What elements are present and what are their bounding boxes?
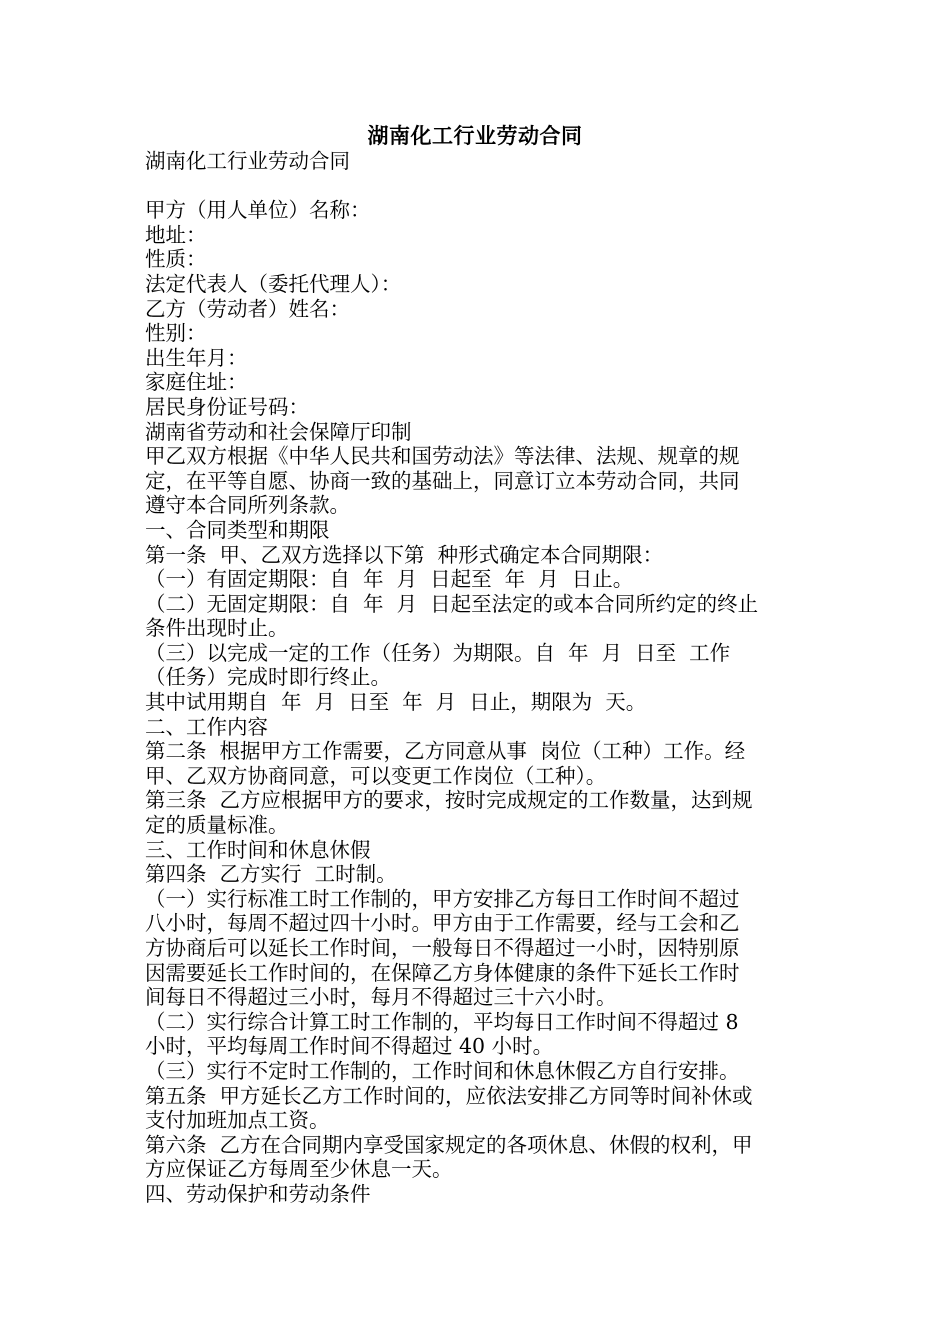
text-line: （二）无固定期限：自 年 月 日起至法定的或本合同所约定的终止 xyxy=(145,591,759,616)
text-line: 湖南省劳动和社会保障厅印制 xyxy=(145,419,412,444)
text-line: 定，在平等自愿、协商一致的基础上，同意订立本劳动合同，共同 xyxy=(145,468,740,493)
text-line: 间每日不得超过三小时，每月不得超过三十六小时。 xyxy=(145,985,617,1010)
text-line: 性质： xyxy=(145,247,207,272)
text-line: 四、劳动保护和劳动条件 xyxy=(145,1181,371,1206)
text-line: 八小时，每周不超过四十小时。甲方由于工作需要，经与工会和乙 xyxy=(145,911,740,936)
text-line: 方应保证乙方每周至少休息一天。 xyxy=(145,1157,453,1182)
text-line: 三、工作时间和休息休假 xyxy=(145,837,371,862)
text-line: 甲、乙双方协商同意，可以变更工作岗位（工种）。 xyxy=(145,763,607,788)
text-line: （一）有固定期限：自 年 月 日起至 年 月 日止。 xyxy=(145,567,634,592)
blank-line xyxy=(145,174,810,199)
text-line: 性别： xyxy=(145,321,207,346)
text-line: 第三条 乙方应根据甲方的要求，按时完成规定的工作数量，达到规 xyxy=(145,788,753,813)
text-line: 居民身份证号码： xyxy=(145,394,309,419)
text-line: 第四条 乙方实行 工时制。 xyxy=(145,862,397,887)
text-line: （三）实行不定时工作制的，工作时间和休息休假乙方自行安排。 xyxy=(145,1058,740,1083)
text-line: （二）实行综合计算工时工作制的，平均每日工作时间不得超过 8 xyxy=(145,1009,739,1034)
text-line: 法定代表人（委托代理人）： xyxy=(145,271,402,296)
text-line: 湖南化工行业劳动合同 xyxy=(145,149,350,173)
text-line: 定的质量标准。 xyxy=(145,813,289,838)
text-line: 家庭住址： xyxy=(145,370,248,395)
text-line: （一）实行标准工时工作制的，甲方安排乙方每日工作时间不超过 xyxy=(145,886,740,911)
text-line: 支付加班加点工资。 xyxy=(145,1108,330,1133)
text-line: 出生年月： xyxy=(145,345,248,370)
text-line: 第二条 根据甲方工作需要，乙方同意从事 岗位（工种）工作。经 xyxy=(145,739,746,764)
text-line: 一、合同类型和期限 xyxy=(145,517,330,542)
text-line: 其中试用期自 年 月 日至 年 月 日止，期限为 天。 xyxy=(145,690,647,715)
text-line: 遵守本合同所列条款。 xyxy=(145,493,350,518)
text-line: 小时，平均每周工作时间不得超过 40 小时。 xyxy=(145,1034,554,1059)
text-line: 第五条 甲方延长乙方工作时间的，应依法安排乙方同等时间补休或 xyxy=(145,1083,753,1108)
text-line: 条件出现时止。 xyxy=(145,616,289,641)
text-line: 因需要延长工作时间的，在保障乙方身体健康的条件下延长工作时 xyxy=(145,960,740,985)
text-line: （任务）完成时即行终止。 xyxy=(145,665,391,690)
text-line: 二、工作内容 xyxy=(145,714,268,739)
text-line: 地址： xyxy=(145,222,207,247)
text-line: 甲乙双方根据《中华人民共和国劳动法》等法律、法规、规章的规 xyxy=(145,444,740,469)
text-line: 方协商后可以延长工作时间，一般每日不得超过一小时，因特别原 xyxy=(145,936,740,960)
text-line: 甲方（用人单位）名称： xyxy=(145,198,371,223)
text-line: 第一条 甲、乙双方选择以下第 种形式确定本合同期限： xyxy=(145,542,664,567)
document-body xyxy=(145,149,810,1207)
text-line: 第六条 乙方在合同期内享受国家规定的各项休息、休假的权利，甲 xyxy=(145,1132,753,1157)
text-line: （三）以完成一定的工作（任务）为期限。自 年 月 日至 工作 xyxy=(145,640,731,665)
text-line: 乙方（劳动者）姓名： xyxy=(145,296,350,321)
document-title: 湖南化工行业劳动合同 xyxy=(367,123,583,148)
